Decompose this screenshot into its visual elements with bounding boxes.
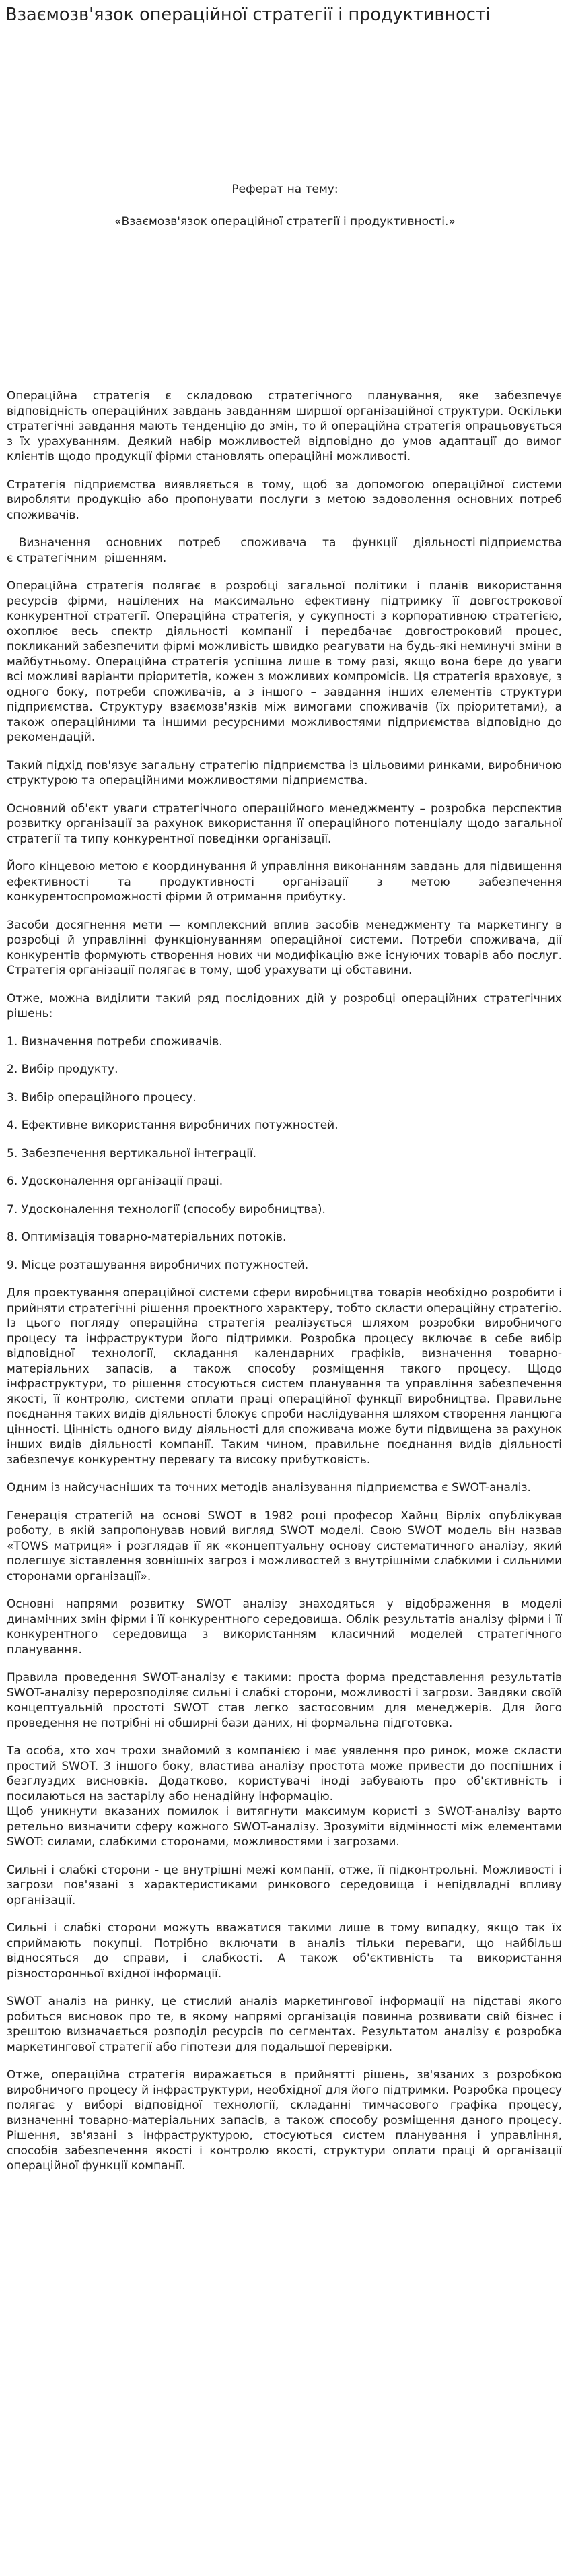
paragraph: Стратегія підприємства виявляється в тому, щоб за допомогою операційної системи виробляти продукцію або пропонувати послуги з метою задоволення основних потреб споживачів.	[7, 477, 562, 522]
paragraph: Його кінцевою метою є координування й управління виконанням завдань для підвищення ефективності та продуктивності організації з метою забезпечення конкурентоспроможності фірми й отримання прибутку.	[7, 860, 562, 904]
paragraph: Сильні і слабкі сторони - це внутрішні межі компанії, отже, її підконтрольні. Можливості і загрози пов'язані з характеристиками ринкового середовища і непідвладні впливу організації.	[7, 1863, 562, 1907]
paragraph: Для проектування операційної системи сфери виробництва товарів необхідно розробити і прийняти стратегічні рішення проектного характеру, тобто скласти операційну стратегію. Із цього погляду операційна стратегія реалізується шляхом розробки виробничого процесу та інфраструктури його підтримки. Розробка процесу включає в себе вибір відповідної технології, складання календарних графіків, визначення товарно-матеріальних запасів, а також способу розміщення такого процесу. Щодо інфраструктури, то рішення стосуються систем планування та управління забезпечення якості, її контролю, системи оплати праці операційної функції виробництва. Правильне поєднання таких видів діяльності блокує спроби наслідування шляхом створення ланцюга цінності. Цінність одного виду діяльності для споживача може бути підвищена за рахунок інших видів діяльності компанії. Таким чином, правильне поєднання видів діяльності забезпечує конкурентну перевагу та високу прибутковість.	[7, 1286, 562, 1467]
abstract-header	[0, 180, 570, 245]
abstract-label: Реферат на тему:	[231, 183, 339, 196]
paragraph: Отже, можна виділити такий ряд послідовних дій у розробці операційних стратегічних рішень:	[7, 991, 562, 1020]
paragraph: Операційна стратегія полягає в розробці загальної політики і планів використання ресурсів фірми, націлених на максимально ефективну підтримку її довгострокової конкурентної стратегії. Операційна стратегія, у сукупності з корпоративною стратегією, охоплює весь спектр діяльності компанії і передбачає довгостроковий процес, покликаний забезпечити фірмі можливість швидко реагувати на будь-які неминучі зміни в майбутньому. Операційна стратегія успішна лише в тому разі, якщо вона бере до уваги всі можливі варіанти пріоритетів, кожен з можливих компромісів. Ця стратегія враховує, з одного боку, потреби споживачів, а з іншого – завдання інших елементів структури підприємства. Структуру взаємозв'язків між вимогами споживачів (їх пріоритетами), а також операційними та іншими ресурсними можливостями підприємства відповідно до рекомендацій.	[7, 579, 562, 744]
list-item: 9. Місце розташування виробничих потужностей.	[7, 1258, 309, 1272]
list-item: 1. Визначення потреби споживачів.	[7, 1034, 223, 1049]
paragraph: Та особа, хто хоч трохи знайомий з компанією і має уявлення про ринок, може скласти простий SWOT. З іншого боку, властива аналізу простота може привести до поспішних і безглуздих висновків. Додатково, користувачі іноді забувають про об'єктивність і посилаються на застарілу або ненадійну інформацію.	[7, 1744, 562, 1804]
paragraph: Визначення основних потреб споживача та функції діяльності підприємства є стратегічним рішенням.	[7, 536, 566, 565]
paragraph: Основний об'єкт уваги стратегічного операційного менеджменту – розробка перспектив розвитку організації за рахунок використання її операційного потенціалу щодо загальної стратегії та типу конкурентної поведінки організації.	[7, 801, 562, 846]
paragraph: Засоби досягнення мети — комплексний вплив засобів менеджменту та маркетингу в розробці й управлінні функціонуванням операційної системи. Потреби споживача, дії конкурентів формують створення нових чи модифікацію вже існуючих товарів або послуг. Стратегія організації полягає в тому, щоб урахувати ці обставини.	[7, 918, 562, 977]
paragraph: Такий підхід пов'язує загальну стратегію підприємства із цільовими ринками, виробничою структурою та операційними можливостями підприємства.	[7, 758, 562, 787]
article-body	[7, 389, 566, 2187]
paragraph: SWOT аналіз на ринку, це стислий аналіз маркетингової інформації на підставі якого робиться висновок про те, в якому напрямі організація повинна розвивати свій бізнес і зрештою визначається розподіл ресурсів по сегментах. Результатом аналізу є розробка маркетингової стратегії або гіпотези для подальшої перевірки.	[7, 1995, 562, 2054]
list-item: 7. Удосконалення технології (способу виробництва).	[7, 1202, 326, 1216]
list-item: 3. Вибір операційного процесу.	[7, 1090, 197, 1104]
paragraph: Одним із найсучасніших та точних методів аналізування підприємства є SWOT-аналіз.	[7, 1481, 531, 1494]
list-item: 2. Вибір продукту.	[7, 1063, 118, 1076]
page-title: Взаємозв'язок операційної стратегії і продуктивності	[5, 5, 491, 25]
paragraph: Основні напрями розвитку SWOT аналізу знаходяться у відображення в моделі динамічних змін фірми і її конкурентного середовища. Облік результатів аналізу фірми і її конкурентного середовища з використанням класичний моделей стратегічного планування.	[7, 1597, 562, 1657]
paragraph: Операційна стратегія є складовою стратегічного планування, яке забезпечує відповідність операційних завдань завданням ширшої організаційної структури. Оскільки стратегічні завдання мають тенденцію до змін, то й операційна стратегія опрацьовується з їх урахуванням. Деякий набір можливостей відповідно до умов адаптації до вимог клієнтів щодо продукції фірми становлять операційні можливості.	[7, 389, 562, 463]
list-item: 6. Удосконалення організації праці.	[7, 1175, 223, 1188]
list-item: 5. Забезпечення вертикальної інтеграції.	[7, 1146, 257, 1160]
paragraph: Щоб уникнути вказаних помилок і витягнути максимум користі з SWOT-аналізу варто ретельно визначити сферу кожного SWOT-аналізу. Зрозуміти відмінності між елементами SWOT: силами, слабкими сторонами, можливостями і загрозами.	[7, 1805, 562, 1849]
paragraph: Генерація стратегій на основі SWOT в 1982 році професор Хайнц Вірліх опублікував роботу, в якій запропонував новий вигляд SWOT моделі. Свою SWOT модель він назвав «TOWS матриця» і розглядав її як «концептуальну основу систематичного аналізу, який полегшує зіставлення зовнішніх загроз і можливостей з внутрішніми слабкими і сильними сторонами організації».	[7, 1509, 562, 1583]
abstract-topic: «Взаємозв'язок операційної стратегії і продуктивності.»	[114, 215, 456, 228]
paragraph: Сильні і слабкі сторони можуть вважатися такими лише в тому випадку, якщо так їх сприймають покупці. Потрібно включати в аналіз тільки переваги, що найбільш відносяться до справи, і слабкості. А також об'єктивність та використання різносторонньої вхідної інформації.	[7, 1921, 562, 1981]
paragraph: Отже, операційна стратегія виражається в прийнятті рішень, зв'язаних з розробкою виробничого процесу й інфраструктури, необхідної для його підтримки. Розробка процесу полягає у виборі відповідної технології, складанні тимчасового графіка процесу, визначенні товарно-матеріальних запасів, а також способу розміщення даного процесу. Рішення, зв'язані з інфраструктурою, стосуються систем планування і управління, способів забезпечення якості і контролю якості, структури оплати праці й організації операційної функції компанії.	[7, 2068, 562, 2173]
list-item: 4. Ефективне використання виробничих потужностей.	[7, 1119, 339, 1132]
paragraph: Правила проведення SWOT-аналізу є такими: проста форма представлення результатів SWOT-аналізу перерозподіляє сильні і слабкі сторони, можливості і загрози. Завдяки своїй концептуальній простоті SWOT став легко застосовним для менеджерів. Для його проведення не потрібні ні обширні бази даних, ні формальна підготовка.	[7, 1671, 562, 1730]
list-item: 8. Оптимізація товарно-матеріальних потоків.	[7, 1230, 287, 1244]
